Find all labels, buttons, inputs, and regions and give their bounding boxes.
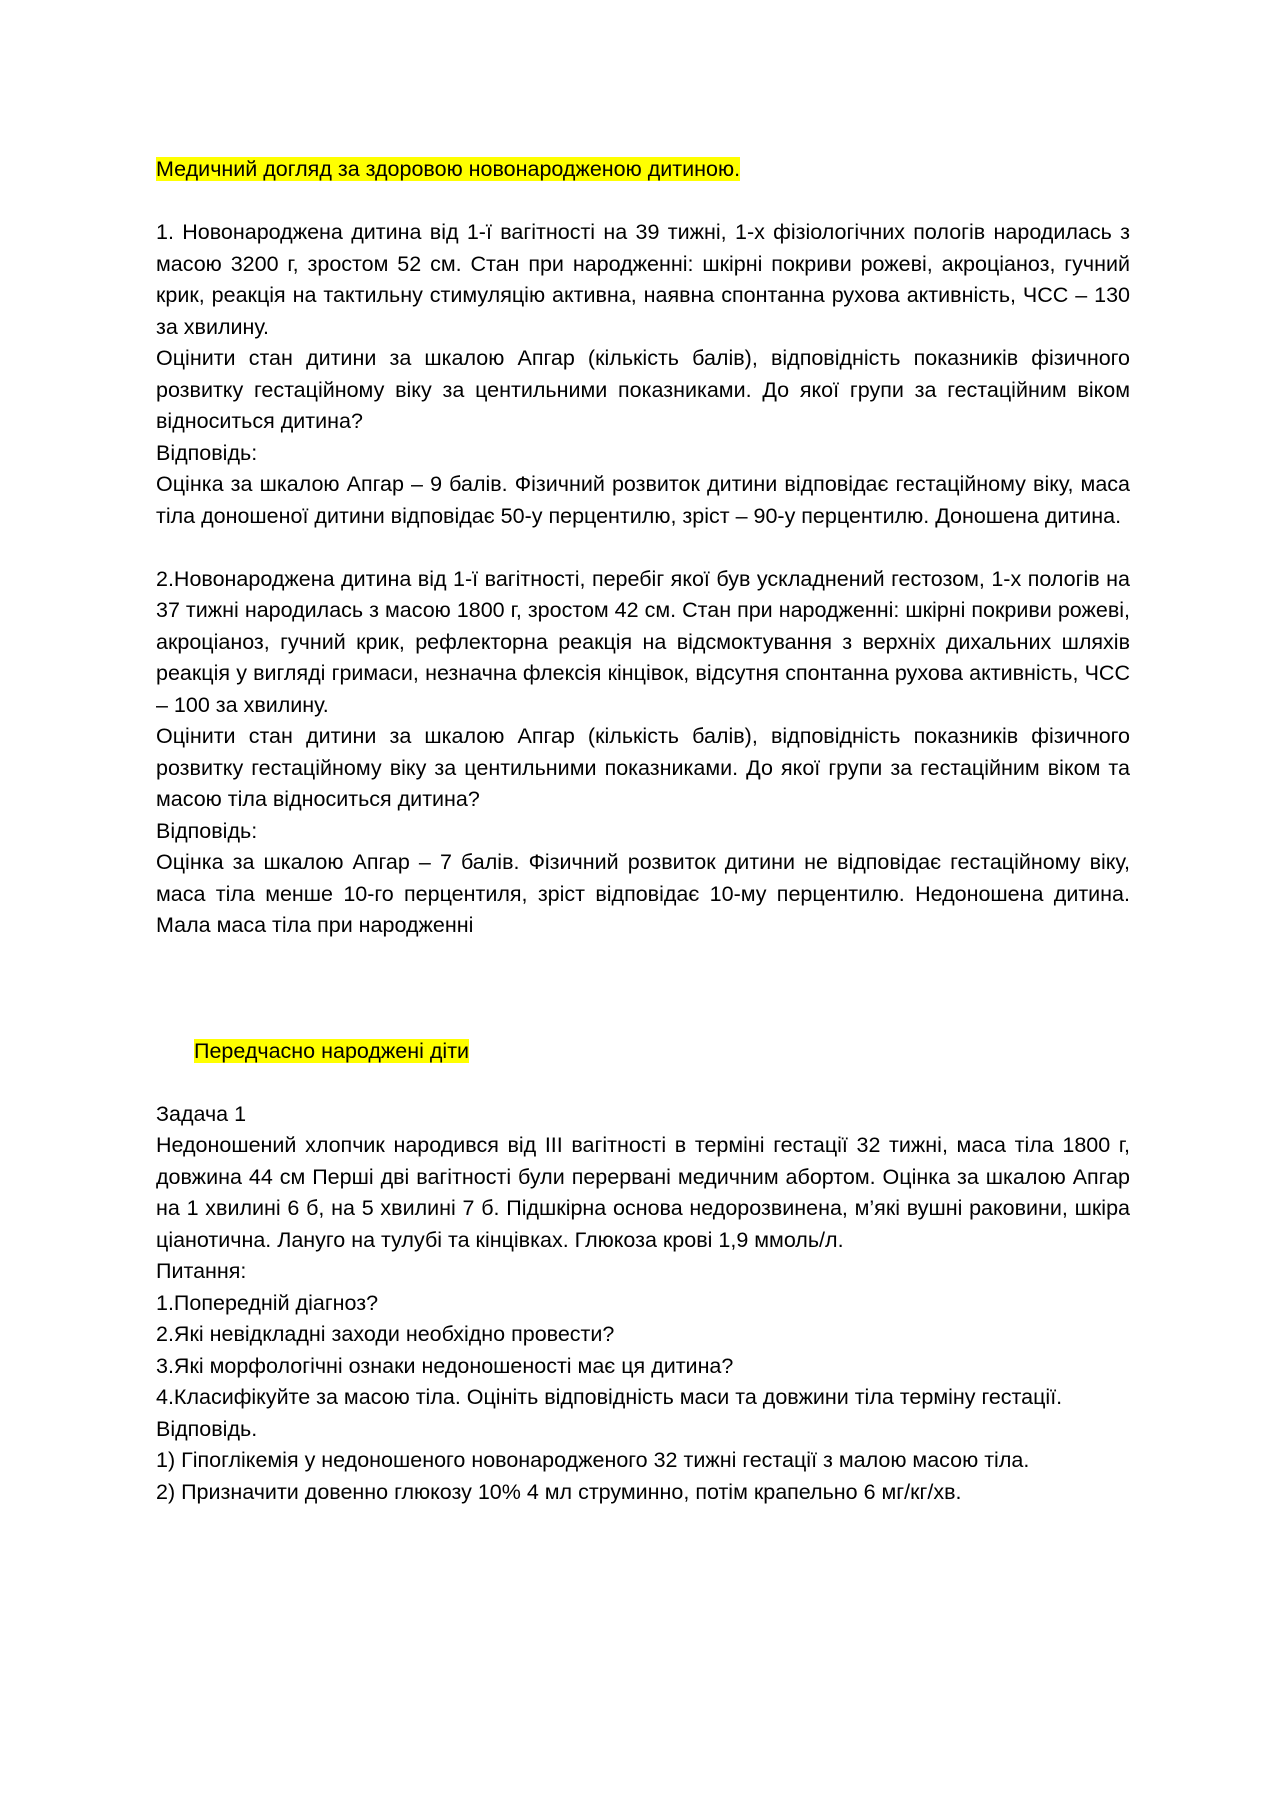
question-item: 4.Класифікуйте за масою тіла. Оцініть відповідність маси та довжини тіла терміну гестації. [156,1385,1063,1409]
question-item: 2.Які невідкладні заходи необхідно провести? [156,1322,615,1346]
task1-question: Оцінити стан дитини за шкалою Апгар (кількість балів), відповідність показників фізичного розвитку гестаційному віку за центильними показниками. До якої групи за гестаційним віком відноситься дитина? [156,346,1130,433]
heading-highlight: Передчасно народжені діти [194,1038,470,1063]
task-condition: Недоношений хлопчик народився від ІІІ вагітності в терміні гестації 32 тижні, маса тіла 1800 г, довжина 44 см Перші дві вагітності були перервані медичним абортом. Оцінка за шкалою Апгар на 1 хвилині 6 б, на 5 хвилині 7 б. Підшкірна основа недорозвинена, м’які вушні раковини, шкіра ціанотична. Лануго на тулубі та кінцівках. Глюкоза крові 1,9 ммоль/л. [156,1133,1130,1252]
heading-highlight: Медичний догляд за здоровою новонародженою дитиною. [156,157,741,181]
spacer [156,186,1130,218]
task2-answer: Оцінка за шкалою Апгар – 7 балів. Фізичний розвиток дитини не відповідає гестаційному віку, маса тіла менше 10-го перцентиля, зріст відповідає 10-му перцентилю. Недоношена дитина. Мала маса тіла при народженні [156,850,1130,937]
task1-answer-label: Відповідь: [156,440,258,465]
task-title: Задача 1 [156,1101,247,1126]
answer-item: 2) Призначити довенно глюкозу 10% 4 мл струминно, потім крапельно 6 мг/кг/хв. [156,1479,962,1504]
document-body [156,154,1130,1508]
question-item: 3.Які морфологічні ознаки недоношеності має ця дитина? [156,1353,734,1378]
questions-label: Питання: [156,1259,247,1283]
section-heading-premature [156,1036,1130,1068]
spacer [156,942,1130,1036]
task2-question: Оцінити стан дитини за шкалою Апгар (кількість балів), відповідність показників фізичного розвитку гестаційному віку за центильними показниками. До якої групи за гестаційним віком та масою тіла відноситься дитина? [156,724,1130,811]
task1-answer: Оцінка за шкалою Апгар – 9 балів. Фізичний розвиток дитини відповідає гестаційному віку, маса тіла доношеної дитини відповідає 50-у перцентилю, зріст – 90-у перцентилю. Доношена дитина. [156,472,1130,528]
spacer [156,532,1130,564]
question-item: 1.Попередній діагноз? [156,1290,379,1315]
answer-item: 1) Гіпоглікемія у недоношеного новонародженого 32 тижні гестації з малою масою тіла. [156,1448,1030,1472]
spacer [156,1067,1130,1099]
answer-label: Відповідь. [156,1416,258,1441]
task2-answer-label: Відповідь: [156,818,258,843]
task2-condition: 2.Новонароджена дитина від 1-ї вагітності, перебіг якої був ускладнений гестозом, 1-х пологів на 37 тижні народилась з масою 1800 г, зростом 42 см. Стан при народженні: шкірні покриви рожеві, акроціаноз, гучний крик, рефлекторна реакція на відсмоктування з верхніх дихальних шляхів реакція у вигляді гримаси, незначна флексія кінцівок, відсутня спонтанна рухова активність, ЧСС – 100 за хвилину. [156,566,1130,717]
section-heading-healthy-newborn [156,154,1130,186]
task1-condition: 1. Новонароджена дитина від 1-ї вагітності на 39 тижні, 1-х фізіологічних пологів народилась з масою 3200 г, зростом 52 см. Стан при народженні: шкірні покриви рожеві, акроціаноз, гучний крик, реакція на тактильну стимуляцію активна, наявна спонтанна рухова активність, ЧСС – 130 за хвилину. [156,220,1130,339]
